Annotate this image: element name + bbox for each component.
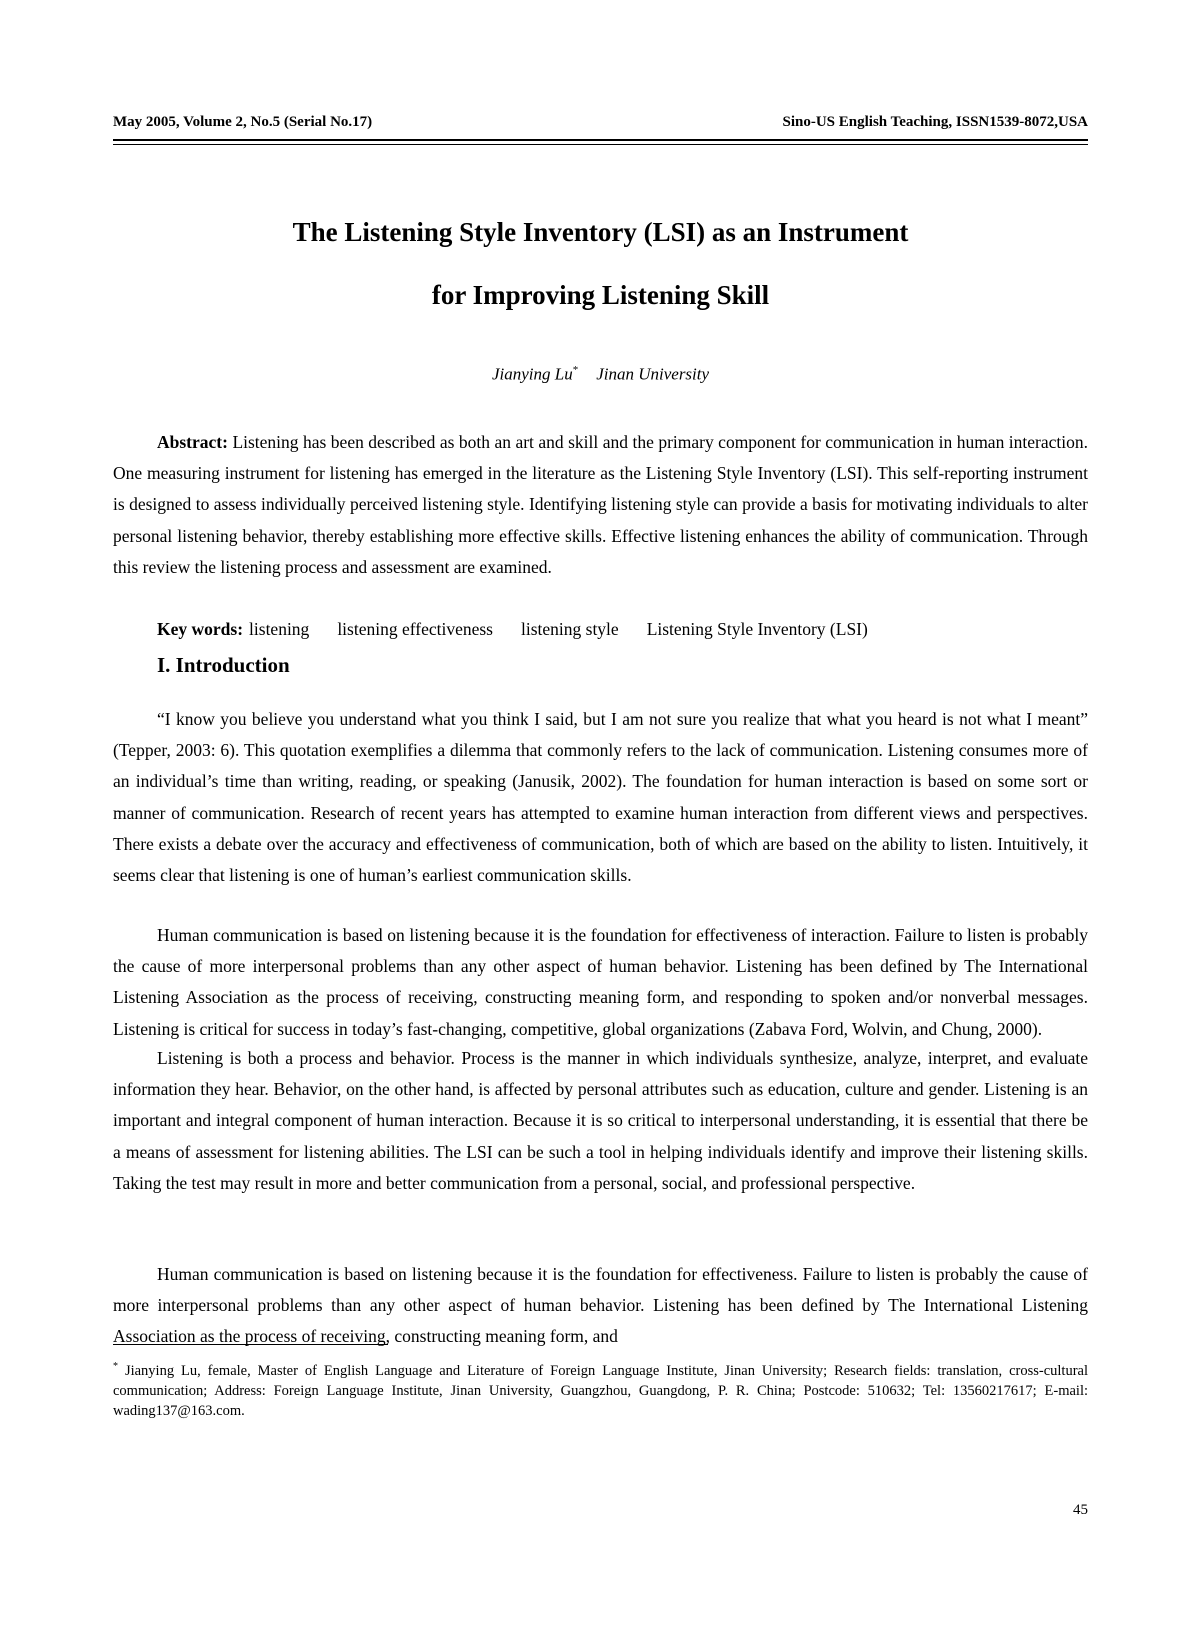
running-header — [113, 114, 1088, 131]
abstract — [113, 427, 1088, 583]
header-journal-issue: May 2005, Volume 2, No.5 (Serial No.17) — [113, 114, 373, 130]
footnote-text: Jianying Lu, female, Master of English Language and Literature of Foreign Language Institute, Jinan University; Research fields: translation, cross-cultural communication; Address: Foreign Language Institute, Jinan University, Guangzhou, Guangdong, P. R. China; Postcode: 510632; Tel: 13560217617; E-mail: wading137@163.com. — [113, 1362, 1088, 1419]
header-journal-name: Sino-US English Teaching, ISSN1539-8072,USA — [782, 114, 1088, 130]
paper-title-line-1: The Listening Style Inventory (LSI) as an Instrument — [292, 217, 909, 247]
abstract-label: Abstract: — [157, 432, 228, 452]
paper-title-line-2: for Improving Listening Skill — [431, 280, 770, 310]
keyword-item: listening style — [520, 619, 619, 639]
body-paragraph: Human communication is based on listening because it is the foundation for effectiveness. Failure to listen is probably the cause of more interpersonal problems than any other aspect of human behavior. Listening has been defined by The International Listening Association as the process of receiving, constructing meaning form, and — [113, 1264, 1088, 1347]
author-line — [113, 364, 1088, 385]
footnote-rule — [113, 1344, 388, 1345]
body-paragraph: “I know you believe you understand what you think I said, but I am not sure you realize that what you heard is not what I meant” (Tepper, 2003: 6). This quotation exemplifies a dilemma that commonly refers to the lack of communication. Listening consumes more of an individual’s time than writing, reading, or speaking (Janusik, 2002). The foundation for human interaction is based on some sort or manner of communication. Research of recent years has attempted to examine human interaction from different views and perspectives. There exists a debate over the accuracy and effectiveness of communication, both of which are based on the ability to listen. Intuitively, it seems clear that listening is one of human’s earliest communication skills. — [113, 709, 1088, 886]
keyword-item: Listening Style Inventory (LSI) — [646, 619, 868, 639]
body-paragraph: Listening is both a process and behavior. Process is the manner in which individuals synthesize, analyze, interpret, and evaluate information they hear. Behavior, on the other hand, is affected by personal attributes such as education, culture and gender. Listening is an important and integral component of human interaction. Because it is so critical to interpersonal understanding, it is essential that there be a means of assessment for listening abilities. The LSI can be such a tool in helping individuals identify and improve their listening skills. Taking the test may result in more and better communication from a personal, social, and professional perspective. — [113, 1048, 1088, 1193]
header-rule-thick — [113, 139, 1088, 141]
abstract-text: Listening has been described as both an art and skill and the primary component for communication in human interaction. One measuring instrument for listening has emerged in the literature as the Listening Style Inventory (LSI). This self-reporting instrument is designed to assess individually perceived listening style. Identifying listening style can provide a basis for motivating individuals to alter personal listening behavior, thereby establishing more effective skills. Effective listening enhances the ability of communication. Through this review the listening process and assessment are examined. — [113, 432, 1088, 577]
keywords — [157, 614, 1087, 645]
page-number: 45 — [1073, 1502, 1088, 1518]
keywords-label: Key words: — [157, 619, 244, 639]
author-name: Jianying Lu — [491, 364, 573, 384]
keyword-item: listening — [249, 619, 310, 639]
body-paragraph: Human communication is based on listening because it is the foundation for effectiveness of interaction. Failure to listen is probably the cause of more interpersonal problems than any other aspect of human behavior. Listening has been defined by The International Listening Association as the process of receiving, constructing meaning form, and responding to spoken and/or nonverbal messages. Listening is critical for success in today’s fast-changing, competitive, global organizations (Zabava Ford, Wolvin, and Chung, 2000). — [113, 925, 1088, 1039]
header-rule-thin — [113, 144, 1088, 145]
footnote-marker: * — [113, 1361, 118, 1372]
author-affiliation: Jinan University — [596, 364, 710, 384]
section-heading-introduction: I. Introduction — [157, 653, 290, 677]
author-footnote-marker: * — [572, 364, 579, 376]
footnote — [113, 1357, 1088, 1421]
keyword-item: listening effectiveness — [337, 619, 493, 639]
